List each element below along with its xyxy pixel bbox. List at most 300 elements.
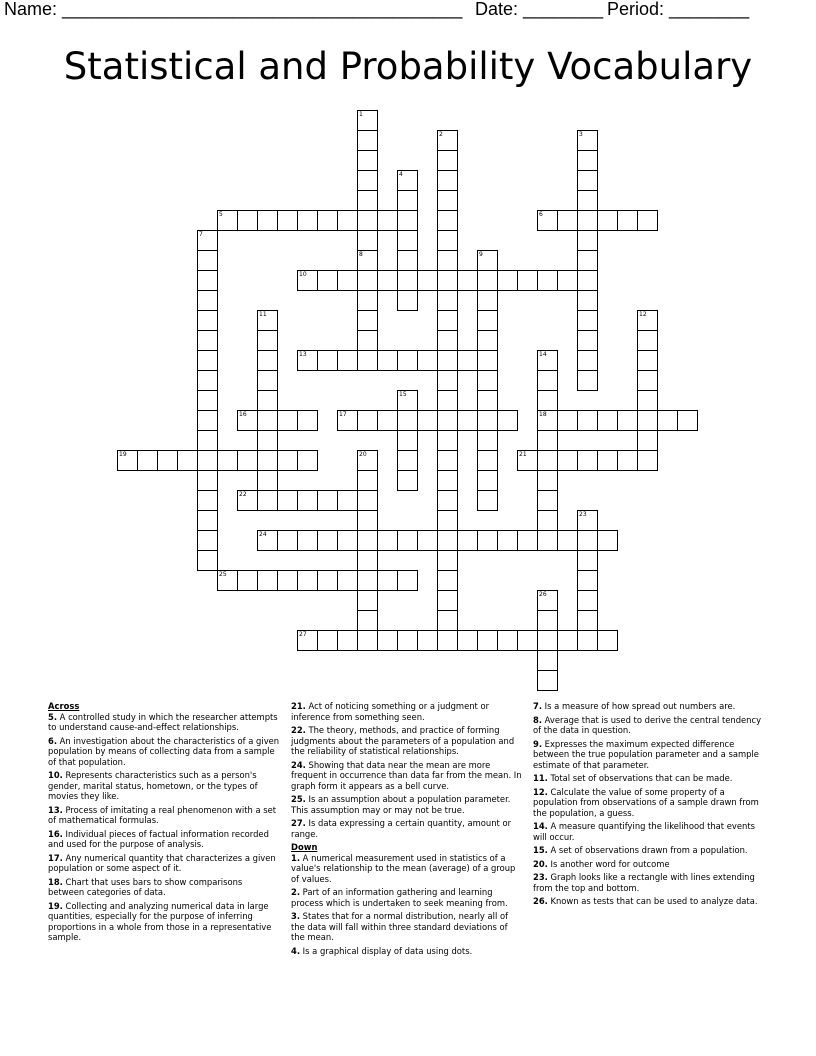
- clue-number: 23.: [533, 872, 548, 882]
- crossword-cell[interactable]: [437, 470, 458, 491]
- crossword-cell[interactable]: [357, 410, 378, 431]
- crossword-cell[interactable]: [557, 270, 578, 291]
- clue-number-label: 26: [539, 591, 547, 598]
- clue-item: [48, 770, 280, 802]
- crossword-cell[interactable]: [277, 210, 298, 231]
- crossword-cell[interactable]: [437, 230, 458, 251]
- crossword-cell[interactable]: [257, 470, 278, 491]
- crossword-cell[interactable]: [477, 410, 498, 431]
- clue-number-label: 8: [359, 251, 363, 258]
- crossword-cell[interactable]: [397, 270, 418, 291]
- crossword-cell[interactable]: [197, 290, 218, 311]
- crossword-cell[interactable]: [357, 310, 378, 331]
- crossword-cell[interactable]: [437, 350, 458, 371]
- crossword-cell[interactable]: [437, 630, 458, 651]
- crossword-cell[interactable]: [637, 210, 658, 231]
- crossword-cell[interactable]: [197, 510, 218, 531]
- clue-number: 2.: [291, 887, 301, 897]
- clue-text: Calculate the value of some property of a population from observations of a sample drawn from the population, a guess.: [533, 786, 759, 818]
- crossword-cell[interactable]: [397, 430, 418, 451]
- crossword-cell[interactable]: [637, 370, 658, 391]
- clue-item: [533, 872, 765, 893]
- crossword-cell[interactable]: [557, 210, 578, 231]
- crossword-cell[interactable]: [397, 570, 418, 591]
- crossword-cell[interactable]: [197, 270, 218, 291]
- crossword-cell[interactable]: [257, 490, 278, 511]
- crossword-cell[interactable]: [457, 350, 478, 371]
- clue-text: Is data expressing a certain quantity, amount or range.: [291, 818, 512, 839]
- crossword-cell[interactable]: [397, 210, 418, 231]
- clue-number-label: 18: [539, 411, 547, 418]
- crossword-cell[interactable]: [477, 270, 498, 291]
- crossword-cell[interactable]: [437, 410, 458, 431]
- crossword-cell[interactable]: [357, 570, 378, 591]
- crossword-cell[interactable]: [437, 270, 458, 291]
- clue-text: Showing that data near the mean are more frequent in occurrence than data far from the mean. In graph form it appears as a bell curve.: [291, 759, 522, 791]
- crossword-cell[interactable]: [497, 630, 518, 651]
- crossword-cell[interactable]: [477, 630, 498, 651]
- crossword-cell[interactable]: [357, 190, 378, 211]
- crossword-cell[interactable]: [437, 430, 458, 451]
- clue-number: 25.: [291, 794, 306, 804]
- clue-item: [291, 853, 523, 885]
- clue-number: 12.: [533, 786, 548, 797]
- crossword-cell[interactable]: [477, 490, 498, 511]
- clue-item: [291, 946, 523, 957]
- crossword-cell[interactable]: [357, 230, 378, 251]
- crossword-cell[interactable]: [537, 490, 558, 511]
- crossword-cell[interactable]: [357, 630, 378, 651]
- crossword-cell[interactable]: [397, 410, 418, 431]
- crossword-cell[interactable]: [377, 270, 398, 291]
- crossword-cell[interactable]: [437, 490, 458, 511]
- crossword-cell[interactable]: [197, 250, 218, 271]
- date-field-label[interactable]: Date: ________: [475, 0, 604, 19]
- crossword-cell[interactable]: [197, 530, 218, 551]
- clue-number-label: 2: [439, 131, 443, 138]
- crossword-cell[interactable]: [417, 630, 438, 651]
- crossword-cell[interactable]: [437, 150, 458, 171]
- clue-number: 18.: [48, 876, 63, 887]
- crossword-cell[interactable]: [537, 470, 558, 491]
- crossword-cell[interactable]: [597, 530, 618, 551]
- clue-text: Expresses the maximum expected difference between the true population parameter and a sample estimate of that parameter.: [533, 738, 759, 770]
- crossword-cell[interactable]: [257, 330, 278, 351]
- crossword-cell[interactable]: [397, 450, 418, 471]
- clue-item: [533, 715, 765, 736]
- crossword-cell[interactable]: [357, 470, 378, 491]
- crossword-cell[interactable]: [337, 630, 358, 651]
- crossword-cell[interactable]: [357, 350, 378, 371]
- crossword-cell[interactable]: [537, 450, 558, 471]
- crossword-cell[interactable]: [577, 610, 598, 631]
- period-field-label[interactable]: Period: ________: [607, 0, 750, 19]
- crossword-cell[interactable]: [417, 410, 438, 431]
- crossword-cell[interactable]: [257, 210, 278, 231]
- crossword-cell[interactable]: [537, 270, 558, 291]
- clue-number: 22.: [291, 725, 306, 735]
- clue-text: A set of observations drawn from a population.: [547, 845, 748, 855]
- crossword-cell[interactable]: [197, 430, 218, 451]
- crossword-cell[interactable]: [577, 190, 598, 211]
- clue-item: [291, 911, 523, 943]
- crossword-cell[interactable]: [257, 390, 278, 411]
- crossword-cell[interactable]: [577, 290, 598, 311]
- crossword-cell[interactable]: [377, 350, 398, 371]
- clue-item: [291, 794, 523, 815]
- crossword-cell[interactable]: [397, 630, 418, 651]
- crossword-cell[interactable]: [477, 310, 498, 331]
- crossword-cell[interactable]: [177, 450, 198, 471]
- crossword-cell[interactable]: [577, 450, 598, 471]
- crossword-cell[interactable]: [257, 410, 278, 431]
- crossword-cell[interactable]: [457, 270, 478, 291]
- clue-number-label: 4: [399, 171, 403, 178]
- clue-number: 26.: [533, 896, 548, 906]
- crossword-cell[interactable]: [397, 250, 418, 271]
- crossword-cell[interactable]: [297, 450, 318, 471]
- crossword-cell[interactable]: [237, 210, 258, 231]
- crossword-cell[interactable]: [417, 530, 438, 551]
- crossword-cell[interactable]: [257, 430, 278, 451]
- crossword-cell[interactable]: [257, 450, 278, 471]
- crossword-cell[interactable]: [597, 450, 618, 471]
- clue-text: Is a measure of how spread out numbers are.: [542, 701, 736, 711]
- crossword-cell[interactable]: [477, 470, 498, 491]
- crossword-cell[interactable]: [577, 550, 598, 571]
- crossword-cell[interactable]: [297, 530, 318, 551]
- crossword-cell[interactable]: [617, 450, 638, 471]
- crossword-cell[interactable]: [517, 270, 538, 291]
- crossword-cell[interactable]: [457, 630, 478, 651]
- crossword-cell[interactable]: [477, 390, 498, 411]
- crossword-cell[interactable]: [577, 210, 598, 231]
- crossword-cell[interactable]: [357, 530, 378, 551]
- crossword-cell[interactable]: [537, 610, 558, 631]
- clue-text: Is a graphical display of data using dots.: [300, 945, 473, 956]
- clue-number-label: 14: [539, 351, 547, 358]
- clue-text: A controlled study in which the researcher attempts to understand cause-and-effect relationships.: [48, 711, 278, 732]
- crossword-cell[interactable]: [437, 390, 458, 411]
- crossword-cell[interactable]: [397, 350, 418, 371]
- clue-item: [533, 739, 765, 771]
- crossword-cell[interactable]: [317, 490, 338, 511]
- clue-number: 9.: [533, 738, 543, 749]
- clue-text: Chart that uses bars to show comparisons between categories of data.: [48, 876, 243, 897]
- clue-text: The theory, methods, and practice of forming judgments about the parameters of a population and the reliability of statistical relationships.: [291, 725, 515, 756]
- crossword-cell[interactable]: [437, 510, 458, 531]
- crossword-cell[interactable]: [437, 590, 458, 611]
- crossword-cell[interactable]: [437, 570, 458, 591]
- crossword-cell[interactable]: [597, 410, 618, 431]
- crossword-cell[interactable]: [317, 210, 338, 231]
- crossword-cell[interactable]: [277, 570, 298, 591]
- crossword-cell[interactable]: [557, 450, 578, 471]
- clue-text: Average that is used to derive the central tendency of the data in question.: [533, 714, 762, 735]
- clue-number-label: 9: [479, 251, 483, 258]
- crossword-cell[interactable]: [237, 570, 258, 591]
- crossword-cell[interactable]: [477, 530, 498, 551]
- crossword-cell[interactable]: [597, 630, 618, 651]
- crossword-cell[interactable]: [377, 630, 398, 651]
- crossword-cell[interactable]: [537, 630, 558, 651]
- crossword-cell[interactable]: [477, 330, 498, 351]
- clue-number-label: 22: [239, 491, 247, 498]
- crossword-cell[interactable]: [577, 530, 598, 551]
- crossword-cell[interactable]: [337, 530, 358, 551]
- clue-number: 7.: [533, 701, 543, 711]
- crossword-cell[interactable]: [397, 470, 418, 491]
- crossword-cell[interactable]: [637, 430, 658, 451]
- crossword-cell[interactable]: [537, 370, 558, 391]
- crossword-cell[interactable]: [637, 450, 658, 471]
- crossword-cell[interactable]: [637, 410, 658, 431]
- clue-number-label: 19: [119, 451, 127, 458]
- crossword-cell[interactable]: [497, 410, 518, 431]
- clue-item: [48, 712, 280, 733]
- crossword-cell[interactable]: [397, 230, 418, 251]
- crossword-cell[interactable]: [197, 550, 218, 571]
- clue-column-3: [533, 701, 765, 910]
- clue-number-label: 3: [579, 131, 583, 138]
- crossword-cell[interactable]: [437, 610, 458, 631]
- crossword-cell[interactable]: [377, 410, 398, 431]
- crossword-cell[interactable]: [477, 350, 498, 371]
- crossword-cell[interactable]: [257, 350, 278, 371]
- clue-number-label: 7: [199, 231, 203, 238]
- crossword-cell[interactable]: [297, 210, 318, 231]
- crossword-cell[interactable]: [437, 190, 458, 211]
- crossword-cell[interactable]: [557, 410, 578, 431]
- crossword-cell[interactable]: [577, 590, 598, 611]
- crossword-cell[interactable]: [457, 410, 478, 431]
- crossword-cell[interactable]: [337, 570, 358, 591]
- crossword-cell[interactable]: [357, 610, 378, 631]
- crossword-cell[interactable]: [437, 290, 458, 311]
- crossword-cell[interactable]: [357, 210, 378, 231]
- crossword-cell[interactable]: [577, 270, 598, 291]
- clue-item: [48, 805, 280, 826]
- crossword-cell[interactable]: [577, 250, 598, 271]
- clue-item: [533, 701, 765, 712]
- crossword-cell[interactable]: [437, 450, 458, 471]
- clue-item: [533, 859, 765, 870]
- crossword-cell[interactable]: [477, 370, 498, 391]
- clue-number: 14.: [533, 821, 548, 831]
- crossword-cell[interactable]: [357, 590, 378, 611]
- crossword-cell[interactable]: [217, 450, 238, 471]
- crossword-cell[interactable]: [157, 450, 178, 471]
- crossword-cell[interactable]: [537, 510, 558, 531]
- crossword-cell[interactable]: [617, 210, 638, 231]
- crossword-cell[interactable]: [257, 370, 278, 391]
- clue-number: 19.: [48, 900, 63, 911]
- crossword-cell[interactable]: [277, 490, 298, 511]
- crossword-cell[interactable]: [317, 570, 338, 591]
- crossword-cell[interactable]: [197, 310, 218, 331]
- crossword-cell[interactable]: [597, 210, 618, 231]
- clue-number: 6.: [48, 735, 58, 746]
- crossword-cell[interactable]: [317, 530, 338, 551]
- clue-text: Is an assumption about a population parameter. This assumption may or may not be true.: [291, 794, 511, 815]
- crossword-cell[interactable]: [437, 250, 458, 271]
- crossword-cell[interactable]: [197, 350, 218, 371]
- crossword-cell[interactable]: [277, 410, 298, 431]
- crossword-cell[interactable]: [397, 190, 418, 211]
- crossword-cell[interactable]: [197, 490, 218, 511]
- crossword-cell[interactable]: [377, 530, 398, 551]
- crossword-cell[interactable]: [357, 130, 378, 151]
- crossword-cell[interactable]: [577, 170, 598, 191]
- clue-text: Is another word for outcome: [547, 858, 670, 869]
- clue-number-label: 13: [299, 351, 307, 358]
- clue-item: [291, 725, 523, 757]
- crossword-cell[interactable]: [357, 490, 378, 511]
- crossword-cell[interactable]: [337, 490, 358, 511]
- crossword-cell[interactable]: [277, 450, 298, 471]
- crossword-cell[interactable]: [377, 570, 398, 591]
- crossword-cell[interactable]: [437, 550, 458, 571]
- crossword-cell[interactable]: [297, 410, 318, 431]
- page-title: Statistical and Probability Vocabulary: [63, 45, 753, 88]
- crossword-cell[interactable]: [537, 530, 558, 551]
- name-field-label[interactable]: Name: ________________________________________: [4, 0, 463, 19]
- crossword-cell[interactable]: [357, 290, 378, 311]
- crossword-cell[interactable]: [537, 670, 558, 691]
- crossword-cell[interactable]: [337, 270, 358, 291]
- crossword-cell[interactable]: [197, 370, 218, 391]
- crossword-cell[interactable]: [457, 530, 478, 551]
- crossword-cell[interactable]: [517, 530, 538, 551]
- clue-column-2: [291, 701, 523, 959]
- crossword-cell[interactable]: [357, 170, 378, 191]
- crossword-cell[interactable]: [397, 530, 418, 551]
- clue-text: Individual pieces of factual information recorded and used for the purpose of analysis.: [48, 828, 269, 849]
- crossword-cell[interactable]: [477, 450, 498, 471]
- crossword-cell[interactable]: [197, 410, 218, 431]
- crossword-cell[interactable]: [517, 630, 538, 651]
- crossword-cell[interactable]: [497, 530, 518, 551]
- crossword-cell[interactable]: [617, 410, 638, 431]
- clue-text: Total set of observations that can be made.: [547, 773, 733, 783]
- clue-number-label: 23: [579, 511, 587, 518]
- clue-text: Act of noticing something or a judgment or inference from something seen.: [291, 701, 490, 722]
- crossword-cell[interactable]: [357, 270, 378, 291]
- crossword-cell[interactable]: [317, 350, 338, 371]
- crossword-cell[interactable]: [477, 290, 498, 311]
- crossword-cell[interactable]: [537, 430, 558, 451]
- crossword-cell[interactable]: [437, 170, 458, 191]
- crossword-cell[interactable]: [137, 450, 158, 471]
- clue-number: 13.: [48, 804, 63, 815]
- crossword-cell[interactable]: [577, 350, 598, 371]
- crossword-cell[interactable]: [357, 510, 378, 531]
- crossword-cell[interactable]: [197, 470, 218, 491]
- crossword-cell[interactable]: [437, 210, 458, 231]
- crossword-cell[interactable]: [557, 530, 578, 551]
- crossword-cell[interactable]: [577, 310, 598, 331]
- clue-item: [533, 845, 765, 856]
- clue-item: [48, 736, 280, 768]
- clue-number: 15.: [533, 845, 548, 855]
- crossword-cell[interactable]: [577, 370, 598, 391]
- clue-item: [291, 701, 523, 722]
- crossword-cell[interactable]: [437, 310, 458, 331]
- crossword-cell[interactable]: [417, 350, 438, 371]
- crossword-cell[interactable]: [357, 330, 378, 351]
- crossword-cell[interactable]: [637, 390, 658, 411]
- across-heading: Across: [48, 701, 80, 711]
- clue-item: [48, 829, 280, 850]
- crossword-cell[interactable]: [357, 550, 378, 571]
- crossword-cell[interactable]: [577, 230, 598, 251]
- clue-item: [291, 818, 523, 839]
- clue-number: 10.: [48, 770, 63, 780]
- crossword-cell[interactable]: [197, 330, 218, 351]
- crossword-cell[interactable]: [557, 630, 578, 651]
- clue-number: 16.: [48, 828, 63, 839]
- clue-number: 1.: [291, 852, 301, 863]
- clue-item: [291, 760, 523, 792]
- crossword-cell[interactable]: [277, 530, 298, 551]
- clue-number-label: 16: [239, 411, 247, 418]
- crossword-cell[interactable]: [297, 570, 318, 591]
- crossword-cell[interactable]: [337, 210, 358, 231]
- crossword-cell[interactable]: [317, 270, 338, 291]
- down-heading: Down: [291, 842, 318, 852]
- crossword-cell[interactable]: [537, 650, 558, 671]
- crossword-cell[interactable]: [357, 150, 378, 171]
- crossword-cell[interactable]: [437, 530, 458, 551]
- crossword-cell[interactable]: [237, 450, 258, 471]
- clue-number-label: 11: [259, 311, 267, 318]
- crossword-cell[interactable]: [577, 630, 598, 651]
- crossword-cell[interactable]: [397, 290, 418, 311]
- crossword-cell[interactable]: [437, 370, 458, 391]
- crossword-cell[interactable]: [317, 630, 338, 651]
- crossword-cell[interactable]: [577, 410, 598, 431]
- crossword-cell[interactable]: [637, 350, 658, 371]
- crossword-cell[interactable]: [377, 210, 398, 231]
- crossword-cell[interactable]: [297, 490, 318, 511]
- crossword-cell[interactable]: [337, 350, 358, 371]
- clue-number-label: 12: [639, 311, 647, 318]
- crossword-cell[interactable]: [577, 330, 598, 351]
- clue-number: 5.: [48, 711, 58, 722]
- crossword-cell[interactable]: [417, 270, 438, 291]
- crossword-cell[interactable]: [497, 270, 518, 291]
- crossword-cell[interactable]: [257, 570, 278, 591]
- crossword-cell[interactable]: [477, 430, 498, 451]
- clue-number-label: 17: [339, 411, 347, 418]
- crossword-cell[interactable]: [437, 330, 458, 351]
- crossword-cell[interactable]: [197, 390, 218, 411]
- clue-item: [533, 896, 765, 907]
- crossword-cell[interactable]: [577, 570, 598, 591]
- crossword-cell[interactable]: [537, 390, 558, 411]
- crossword-cell[interactable]: [197, 450, 218, 471]
- clue-number: 4.: [291, 945, 301, 956]
- crossword-cell[interactable]: [637, 330, 658, 351]
- crossword-cell[interactable]: [577, 150, 598, 171]
- crossword-cell[interactable]: [657, 410, 678, 431]
- clue-column-1: [48, 701, 280, 946]
- clue-number: 24.: [291, 759, 306, 770]
- clue-text: A numerical measurement used in statistics of a value's relationship to the mean (average) of a group of values.: [291, 852, 516, 884]
- crossword-cell[interactable]: [677, 410, 698, 431]
- clue-number-label: 27: [299, 631, 307, 638]
- clue-number-label: 21: [519, 451, 527, 458]
